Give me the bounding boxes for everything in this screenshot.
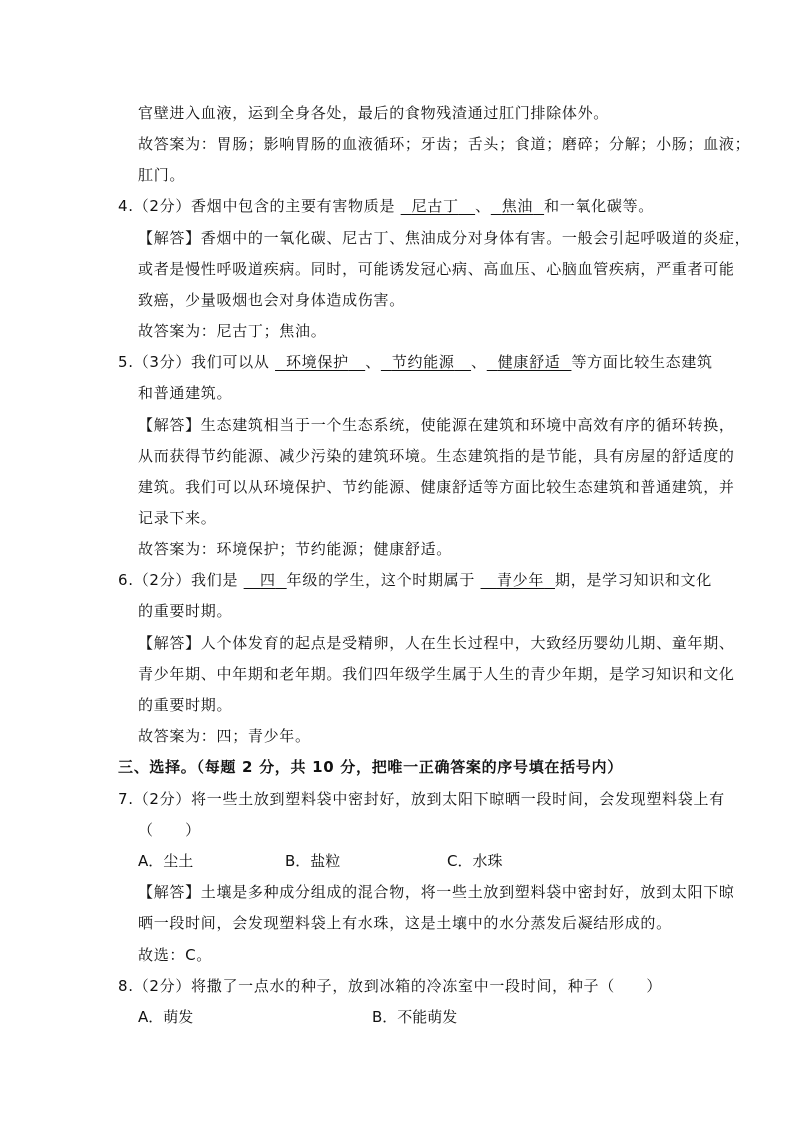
option-a: A．萌发 (138, 1008, 194, 1026)
answer-line: 故选：C。 (138, 946, 212, 964)
question-text: 的重要时期。 (138, 602, 233, 620)
explanation-line: 建筑。我们可以从环境保护、节约能源、健康舒适等方面比较生态建筑和普通建筑，并 (138, 478, 735, 496)
explanation-line: 从而获得节约能源、减少污染的建筑环境。生态建筑指的是节能，具有房屋的舒适度的 (138, 447, 735, 465)
q3-answer-line: 故答案为：胃肠；影响胃肠的血液循环；牙齿；舌头；食道；磨碎；分解；小肠；血液； (138, 135, 751, 153)
question-text: 5.（3分）我们可以从 (118, 353, 270, 371)
question-text: 等方面比较生态建筑 (571, 353, 713, 371)
option-c: C．水珠 (447, 852, 503, 870)
separator: 、 (475, 197, 491, 215)
option-b: B．不能萌发 (372, 1008, 458, 1026)
q3-answer-line: 肛门。 (138, 166, 186, 184)
option-b: B．盐粒 (285, 852, 341, 870)
answer-blank: 青少年 (496, 571, 545, 589)
explanation-line: 致癌，少量吸烟也会对身体造成伤害。 (138, 291, 405, 309)
explanation-line: 【解答】香烟中的一氧化碳、尼古丁、焦油成分对身体有害。一般会引起呼吸道的炎症， (138, 229, 751, 247)
question-8-stem: 8.（2分）将撒了一点水的种子，放到冰箱的冷冻室中一段时间，种子（ ） (118, 977, 663, 995)
question-6-stem (118, 570, 712, 590)
question-text: 年级的学生，这个时期属于 (286, 571, 476, 589)
answer-blank: 四 (260, 571, 276, 589)
answer-blank: 节约能源 (391, 353, 455, 371)
section-heading: 三、选择。（每题 2 分，共 10 分，把唯一正确答案的序号填在括号内） (118, 758, 623, 776)
explanation-line: 青少年期、中年期和老年期。我们四年级学生属于人生的青少年期，是学习知识和文化 (138, 665, 735, 683)
explanation-line: 【解答】生态建筑相当于一个生态系统，使能源在建筑和环境中高效有序的循环转换， (138, 416, 735, 434)
answer-line: 故答案为：四；青少年。 (138, 727, 311, 745)
question-text: 期，是学习知识和文化 (555, 571, 713, 589)
answer-line: 故答案为：环境保护；节约能源；健康舒适。 (138, 540, 453, 558)
explanation-line: 晒一段时间，会发现塑料袋上有水珠，这是土壤中的水分蒸发后凝结形成的。 (138, 914, 672, 932)
answer-line: 故答案为：尼古丁；焦油。 (138, 322, 327, 340)
question-7-stem: 7.（2分）将一些土放到塑料袋中密封好，放到太阳下晾晒一段时间，会发现塑料袋上有 (118, 790, 725, 808)
explanation-line: 或者是慢性呼吸道疾病。同时，可能诱发冠心病、高血压、心脑血管疾病，严重者可能 (138, 260, 735, 278)
explanation-line: 【解答】人个体发育的起点是受精卵，人在生长过程中，大致经历婴幼儿期、童年期、 (138, 634, 735, 652)
q3-text-line: 官壁进入血液，运到全身各处，最后的食物残渣通过肛门排除体外。 (138, 104, 610, 122)
question-5-stem: 5.（3分）我们可以从 环境保护 、 节约能源 、 健康舒适 等方面比较生态建筑 (118, 353, 713, 371)
answer-parentheses: （ ） (138, 821, 201, 839)
question-text: 4.（2分）香烟中包含的主要有害物质是 (118, 197, 396, 215)
question-text: 6.（2分）我们是 (118, 571, 239, 589)
explanation-line: 记录下来。 (138, 509, 217, 527)
question-text: 和普通建筑。 (138, 384, 233, 402)
answer-blank: 环境保护 (285, 353, 349, 371)
answer-blank: 健康舒适 (497, 353, 561, 371)
answer-blank: 尼古丁 (411, 197, 459, 215)
answer-blank: 焦油 (501, 197, 534, 215)
explanation-line: 的重要时期。 (138, 696, 233, 714)
question-4-stem (118, 196, 654, 216)
question-text: 和一氧化碳等。 (544, 197, 654, 215)
option-a: A．尘土 (138, 852, 194, 870)
explanation-line: 【解答】土壤是多种成分组成的混合物，将一些土放到塑料袋中密封好，放到太阳下晾 (138, 883, 735, 901)
